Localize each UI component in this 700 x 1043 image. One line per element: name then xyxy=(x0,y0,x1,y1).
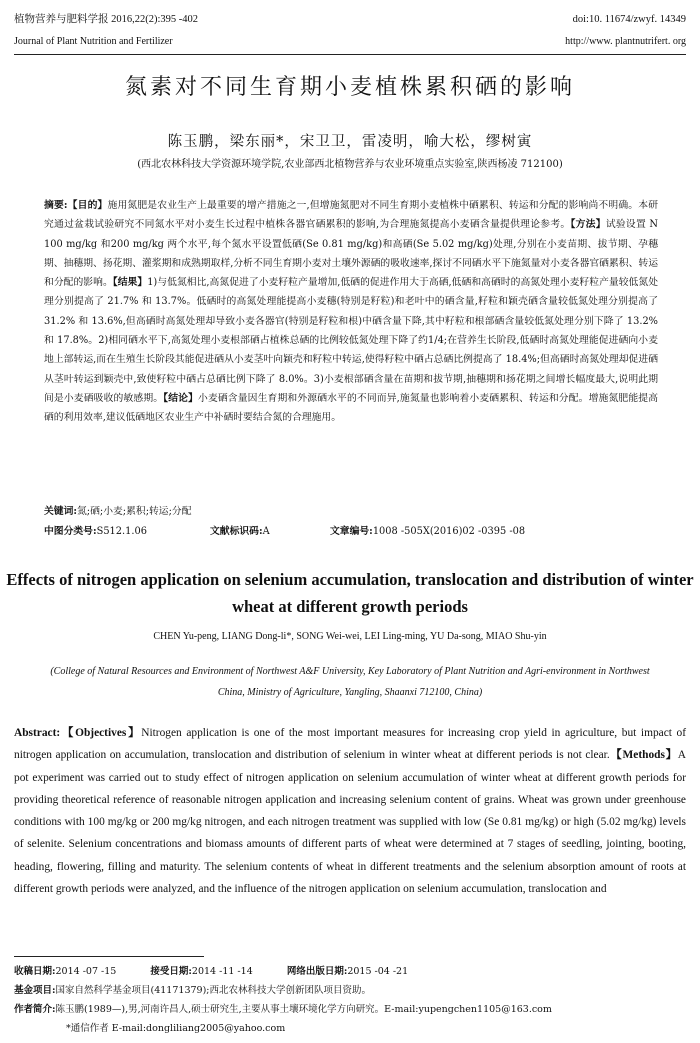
objectives-tag-en: 【Objectives】 xyxy=(60,727,142,739)
clc-value: S512.1.06 xyxy=(96,526,147,537)
article-number xyxy=(330,523,525,537)
methods-tag-cn: 【方法】 xyxy=(570,219,606,231)
online-date: 2015 -04 -21 xyxy=(347,966,409,977)
authors-en: CHEN Yu-peng, LIANG Dong-li*, SONG Wei-wei, LEI Ling-ming, YU Da-song, MIAO Shu-yin xyxy=(153,631,547,642)
abstract-en-objectives: Nitrogen application is one of the most important measures for increasing crop yield in agriculture, but impact of nitrogen application on accumulation, translocation and distribution of selenium in winter wheat at different periods is not clear. xyxy=(14,727,686,762)
fund-label: 基金项目: xyxy=(14,985,56,996)
abstract-cn-label: 摘要: xyxy=(44,200,68,211)
corresponding-author: *通信作者 E-mail:dongliliang2005@yahoo.com xyxy=(66,1023,286,1034)
received-label: 收稿日期: xyxy=(14,966,56,977)
abstract-cn xyxy=(44,196,658,428)
journal-name-en: Journal of Plant Nutrition and Fertilizer xyxy=(14,36,173,47)
keywords-label: 关键词: xyxy=(44,506,78,517)
clc-number xyxy=(44,523,147,537)
abstract-en-methods: A pot experiment was carried out to study effect of nitrogen application on selenium accumulation of winter wheat at different growth periods for providing theoretical reference of reasonable nitrogen application and increasing selenium content of grains. Wheat was grown under greenhouse conditions with 100 mg/kg or 200 mg/kg nitrogen, and each nitrogen treatment was supplied with low (Se 0.81 mg/kg) or high (5.02 mg/kg) levels of selenite. Selenium concentrations and biomass amounts of different parts of wheat were determined at 7 stages of seedling, jointing, booting, heading, flowering, filling and maturity. The selenium contents of wheat in different treatments and the selenium absorption amount of roots at different growth periods were analyzed, and the influence of the nitrogen application on selenium accumulation, translocation and xyxy=(14,749,686,896)
accepted-date: 2014 -11 -14 xyxy=(191,966,253,977)
received-date: 2014 -07 -15 xyxy=(55,966,117,977)
affiliation-en: (College of Natural Resources and Environment of Northwest A&F University, Key Laboratory of Plant Nutrition and Agri-environment in Northwest China, Ministry of Agriculture, Yangling, Shaanxi 712100, China) xyxy=(50,666,650,698)
document-code xyxy=(210,523,270,537)
abstract-en xyxy=(14,722,686,900)
abstract-en-label: Abstract: xyxy=(14,727,61,739)
conclusion-tag-cn: 【结论】 xyxy=(163,392,199,404)
affiliation-cn: (西北农林科技大学资源环境学院,农业部西北植物营养与农业环境重点实验室,陕西杨凌 712100) xyxy=(137,159,563,170)
methods-tag-en: 【Methods】 xyxy=(609,749,678,762)
objective-tag-cn: 【目的】 xyxy=(67,200,108,211)
online-label: 网络出版日期: xyxy=(286,966,348,977)
clc-label: 中图分类号: xyxy=(44,526,97,537)
authors-cn: 陈玉鹏，梁东丽*，宋卫卫，雷凌明，喻大松，缪树寅 xyxy=(167,134,533,150)
footnote-dates xyxy=(14,962,686,981)
abstract-cn-methods: 试验设置 N 100 mg/kg 和200 mg/kg 两个水平,每个氮水平设置低硒(Se 0.81 mg/kg)和高硒(Se 5.02 mg/kg)处理,分别在小麦苗期、拔节期、孕穗期、抽穗期、扬花期、灌浆期和成熟期取样,分析不同生育期小麦对土壤外源硒的吸收速率,探讨不同硒水平下施氮量对小麦各器官硒累积、转运和分配的影响。 xyxy=(44,219,658,289)
footnote-fund xyxy=(14,981,686,1000)
article-number-value: 1008 -505X(2016)02 -0395 -08 xyxy=(372,526,526,537)
fund-value: 国家自然科学基金项目(41171379);西北农林科技大学创新团队项目资助。 xyxy=(55,985,371,996)
journal-name-cn: 植物营养与肥料学报 2016,22(2):395 -402 xyxy=(14,14,199,25)
keywords-value: 氮;硒;小麦;累积;转运;分配 xyxy=(77,506,192,517)
document-code-value: A xyxy=(262,526,270,537)
accepted-label: 接受日期: xyxy=(150,966,192,977)
author-bio-label: 作者简介: xyxy=(14,1004,56,1015)
title-cn: 氮素对不同生育期小麦植株累积硒的影响 xyxy=(124,75,575,100)
abstract-cn-objective: 施用氮肥是农业生产上最重要的增产措施之一,但增施氮肥对不同生育期小麦植株中硒累积、转运和分配的影响尚不明确。本研究通过盆栽试验研究不同氮水平对小麦生长过程中植株各器官硒累积的影响,为合理施氮提高小麦硒含量提供理论参考。 xyxy=(44,200,658,231)
results-tag-cn: 【结果】 xyxy=(112,277,148,289)
author-bio: 陈玉鹏(1989—),男,河南许昌人,硕士研究生,主要从事土壤环境化学方向研究。E-mail:yupengchen1105@163.com xyxy=(55,1004,552,1015)
header-rule xyxy=(14,54,686,55)
journal-url: http://www. plantnutrifert. org xyxy=(565,36,686,47)
doi: doi:10. 11674/zwyf. 14349 xyxy=(572,14,686,25)
document-code-label: 文献标识码: xyxy=(210,526,263,537)
article-number-label: 文章编号: xyxy=(330,526,373,537)
title-en: Effects of nitrogen application on selenium accumulation, translocation and distribution of winter wheat at different growth periods xyxy=(6,570,694,616)
footnote-author xyxy=(14,1000,686,1019)
abstract-cn-conclusion: 小麦硒含量因生育期和外源硒水平的不同而异,施氮量也影响着小麦硒累积、转运和分配。增施氮肥能提高硒的利用效率,建议低硒地区农业生产中补硒时要结合氮的合理施用。 xyxy=(44,392,658,424)
abstract-cn-results: 1)与低氮相比,高氮促进了小麦籽粒产量增加,低硒的促进作用大于高硒,低硒和高硒时的高氮处理小麦籽粒产量较低氮处理分别提高了 21.7% 和 13.7%。低硒时的高氮处理能提高小麦穗(特别是籽粒)和老叶中的硒含量,籽粒和颖壳硒含量较低氮处理分别提高了 31.2% 和 13.6%,但高硒时高氮处理却导致小麦各器官(特别是籽粒和根)中硒含量下降,其中籽粒和根部硒含量较低氮处理分别下降了 13.2% 和 17.8%。2)相同硒水平下,高氮处理小麦根部硒占植株总硒的比例较低氮处理下降了约1/4;在营养生长阶段,低硒时高氮处理能促进硒向小麦地上部转运,而在生殖生长阶段其能促进硒从小麦茎叶向颖壳和籽粒中转运,使得籽粒中硒占总硒比例提高了 18.4%;但高硒时高氮处理却促进硒从茎叶转运到颖壳中,致使籽粒中硒占总硒比例下降了 8.0%。3)小麦根部硒含量在苗期和拔节期,抽穗期和扬花期之间增长幅度最大,说明此期间是小麦硒吸收的敏感期。 xyxy=(44,277,658,404)
footnote-rule xyxy=(14,956,204,957)
keywords-cn xyxy=(44,503,192,517)
